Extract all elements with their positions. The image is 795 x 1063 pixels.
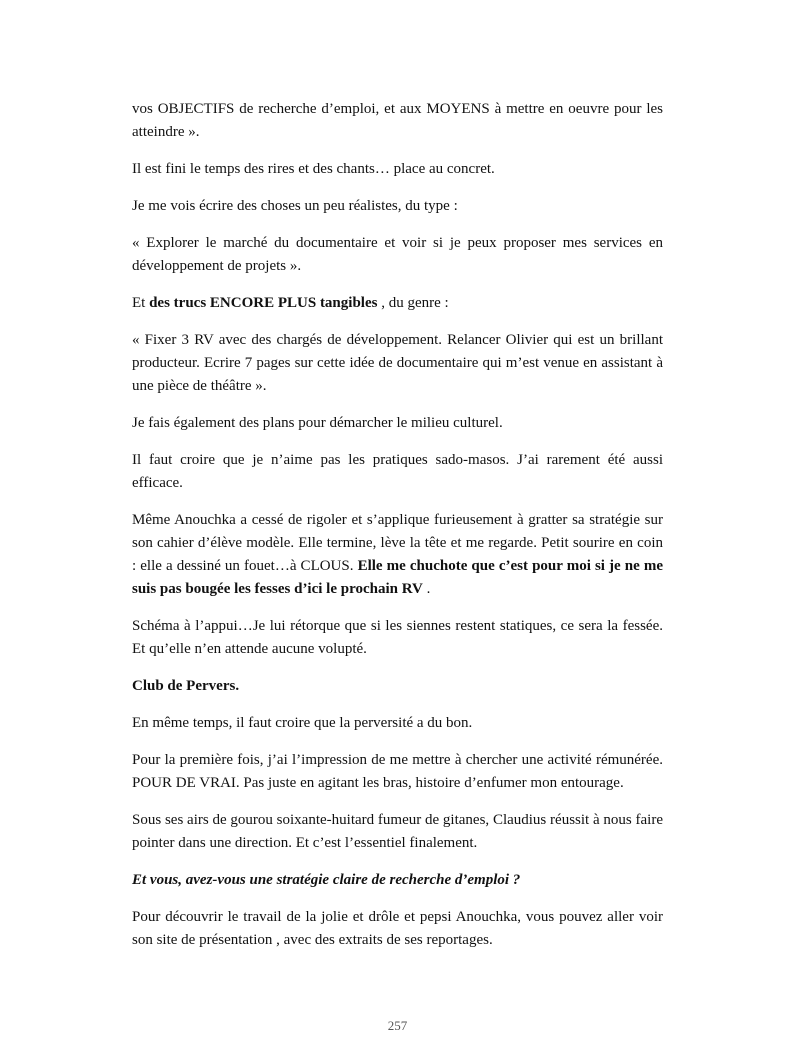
paragraph-14: Sous ses airs de gourou soixante-huitard fumeur de gitanes, Claudius réussit à nous faire pointer dans une direction. Et c’est l’essentiel finalement. [132,812,663,851]
paragraph-3: Je me vois écrire des choses un peu réalistes, du type : [132,198,458,214]
paragraph-12: En même temps, il faut croire que la perversité a du bon. [132,715,473,731]
paragraph-4: « Explorer le marché du documentaire et voir si je peux proposer mes services en développement de projets ». [132,235,663,274]
paragraph-5: Et des trucs ENCORE PLUS tangibles , du genre : [132,295,449,311]
paragraph-9: Même Anouchka a cessé de rigoler et s’applique furieusement à gratter sa stratégie sur son cahier d’élève modèle. Elle termine, lève la tête et me regarde. Petit sourire en coin : elle a dessiné un fouet…à CLOUS. Elle me chuchote que c’est pour moi si je ne me suis pas bougée les fesses d’ici le prochain RV . [132,512,663,597]
paragraph-1: vos OBJECTIFS de recherche d’emploi, et aux MOYENS à mettre en oeuvre pour les atteindre ». [132,101,663,140]
paragraph-16: Pour découvrir le travail de la jolie et drôle et pepsi Anouchka, vous pouvez aller voir son site de présentation , avec des extraits de ses reportages. [132,909,663,948]
paragraph-2: Il est fini le temps des rires et des chants… place au concret. [132,161,495,177]
question-line: Et vous, avez-vous une stratégie claire de recherche d’emploi ? [132,872,521,888]
paragraph-13: Pour la première fois, j’ai l’impression de me mettre à chercher une activité rémunérée. POUR DE VRAI. Pas juste en agitant les bras, histoire d’enfumer mon entourage. [132,752,663,791]
bold-text: Elle me chuchote que c’est pour moi si je ne me suis pas bougée les fesses d’ici le prochain RV [132,558,663,597]
paragraph-6: « Fixer 3 RV avec des chargés de développement. Relancer Olivier qui est un brillant producteur. Ecrire 7 pages sur cette idée de documentaire qui m’est venue en assistant à une pièce de théâtre ». [132,332,663,394]
section-heading: Club de Pervers. [132,678,240,694]
paragraph-10: Schéma à l’appui…Je lui rétorque que si les siennes restent statiques, ce sera la fessée. Et qu’elle n’en attende aucune volupté. [132,618,663,657]
paragraph-8: Il faut croire que je n’aime pas les pratiques sado-masos. J’ai rarement été aussi efficace. [132,452,663,491]
paragraph-7: Je fais également des plans pour démarcher le milieu culturel. [132,415,503,431]
document-body [132,98,663,966]
page-number: 257 [387,1018,408,1033]
bold-text: des trucs ENCORE PLUS tangibles [149,295,378,311]
